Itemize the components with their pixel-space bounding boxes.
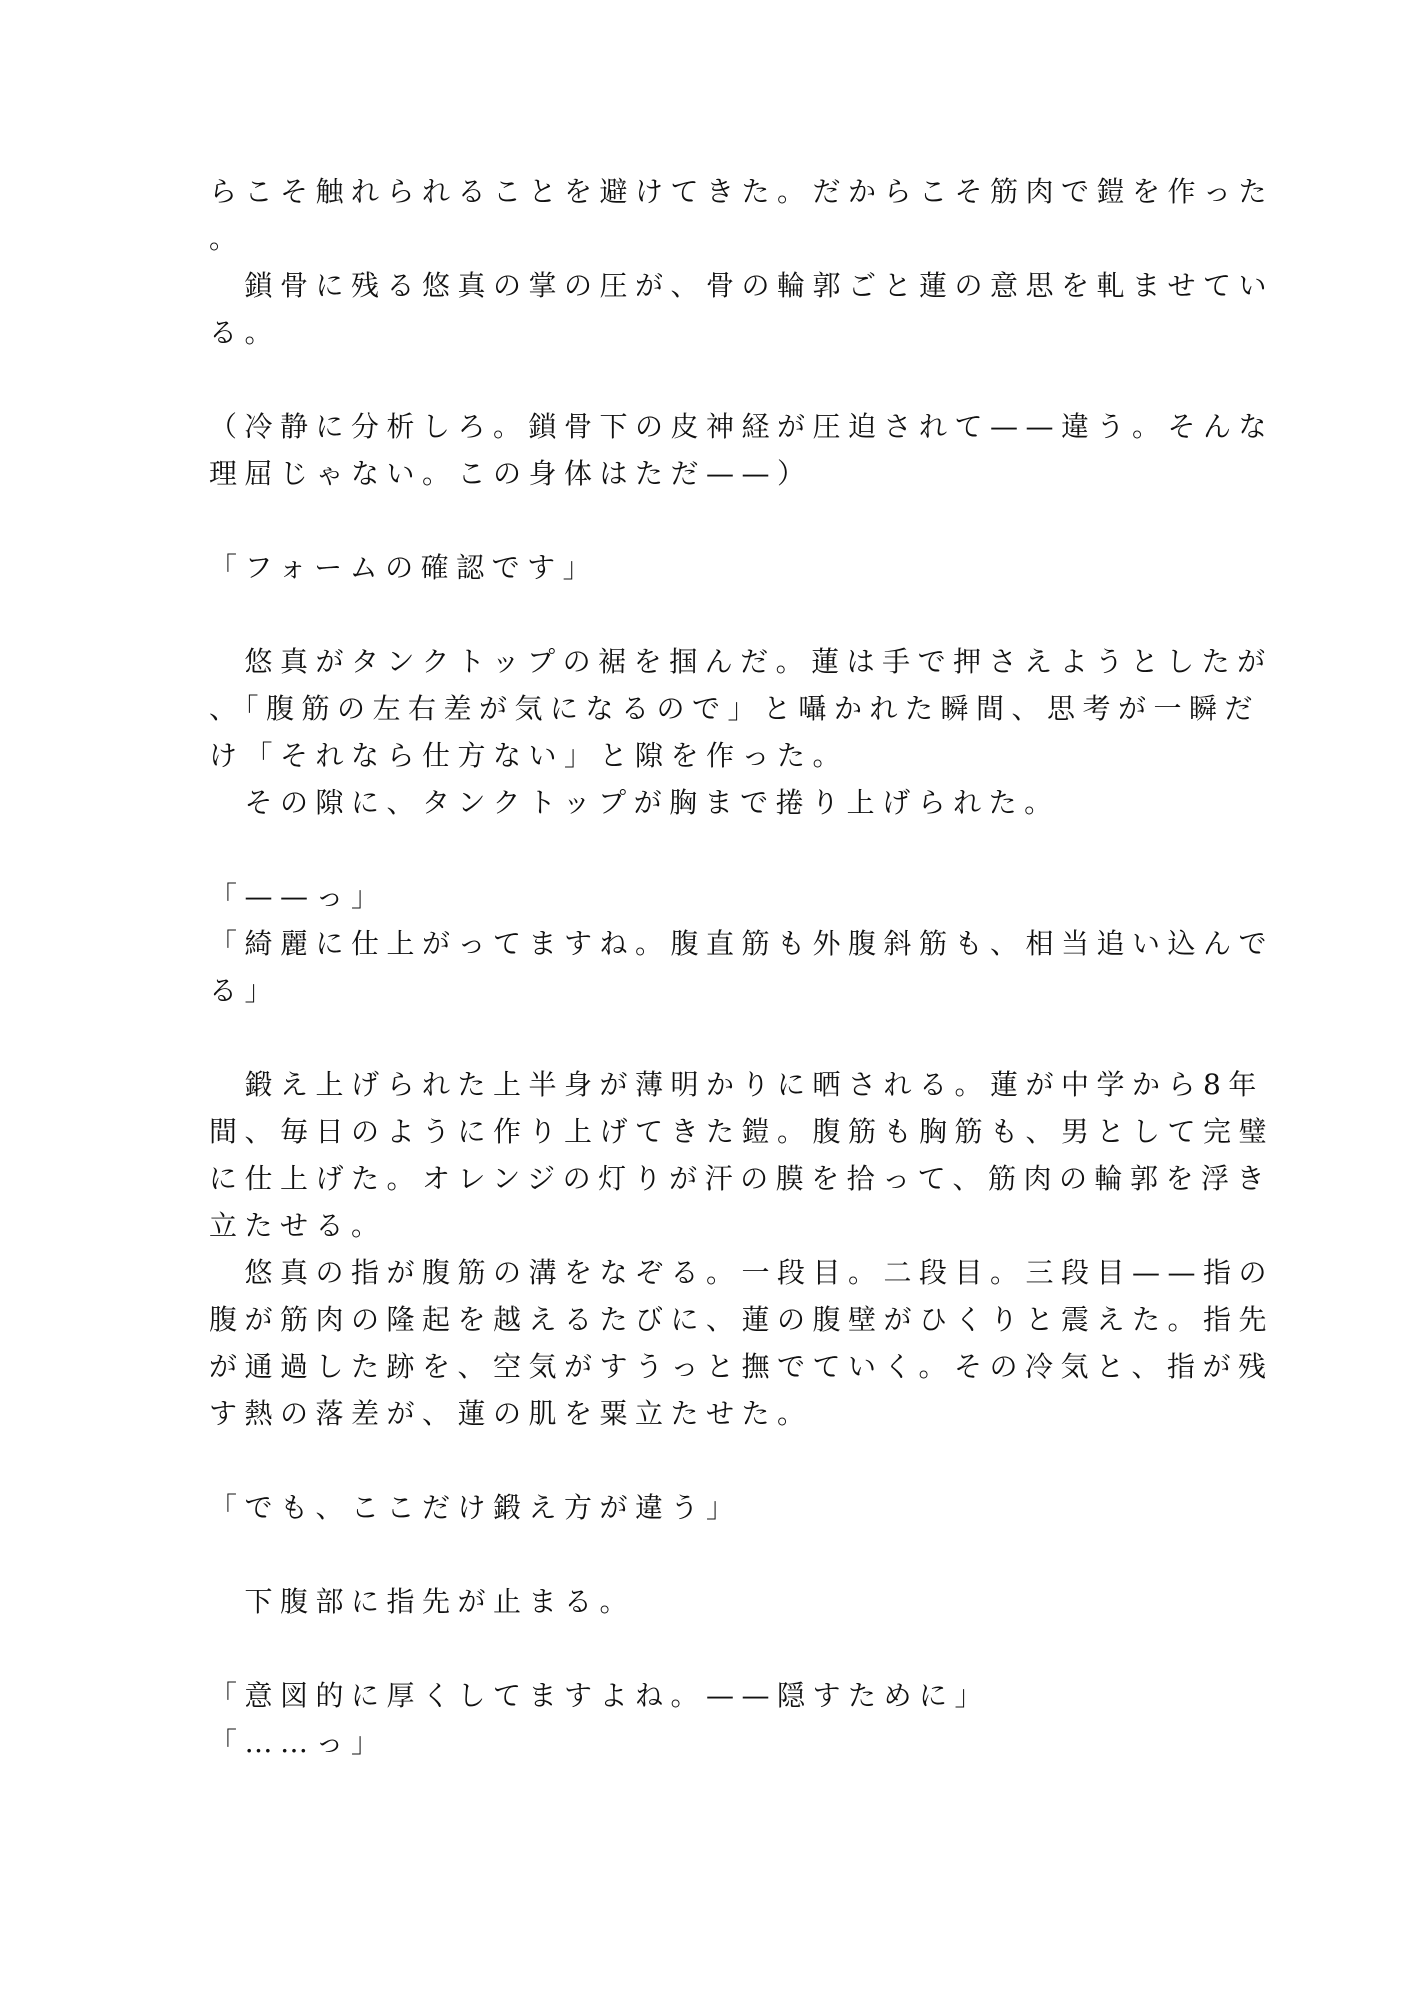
blank-line: [209, 1625, 1209, 1672]
text-line: 「意図的に厚くしてますよね。——隠すために」: [209, 1679, 991, 1712]
body-text: [209, 168, 1275, 1766]
text-line: 理屈じゃない。この身体はただ——）: [209, 457, 813, 490]
text-line: る。: [209, 316, 281, 349]
text-line: 「綺麗に仕上がってますね。腹直筋も外腹斜筋も、相当追い込んで: [209, 927, 1275, 960]
text-line: 。: [209, 222, 245, 255]
text-line: に仕上げた。オレンジの灯りが汗の膜を拾って、筋肉の輪郭を浮き: [209, 1162, 1273, 1195]
text-line: らこそ触れられることを避けてきた。だからこそ筋肉で鎧を作った: [209, 175, 1275, 208]
text-line: す熱の落差が、蓮の肌を粟立たせた。: [209, 1397, 813, 1430]
text-line: 鎖骨に残る悠真の掌の圧が、骨の輪郭ごと蓮の意思を軋ませてい: [209, 269, 1275, 302]
text-line: け「それなら仕方ない」と隙を作った。: [209, 739, 849, 772]
text-line: 腹が筋肉の隆起を越えるたびに、蓮の腹壁がひくりと震えた。指先: [209, 1303, 1275, 1336]
blank-line: [209, 1437, 1209, 1484]
blank-line: [209, 591, 1209, 638]
text-line: 悠真がタンクトップの裾を掴んだ。蓮は手で押さえようとしたが: [209, 645, 1273, 678]
text-line: 間、毎日のように作り上げてきた鎧。腹筋も胸筋も、男として完璧: [209, 1115, 1275, 1148]
blank-line: [209, 356, 1209, 403]
text-line: 立たせる。: [209, 1209, 387, 1242]
text-line: 「——っ」: [209, 880, 387, 913]
text-line: 、「腹筋の左右差が気になるので」と囁かれた瞬間、思考が一瞬だ: [209, 692, 1261, 725]
blank-line: [209, 1014, 1209, 1061]
text-line: 下腹部に指先が止まる。: [209, 1585, 636, 1618]
blank-line: [209, 1531, 1209, 1578]
text-line: 「フォームの確認です」: [209, 551, 599, 584]
text-line: 悠真の指が腹筋の溝をなぞる。一段目。二段目。三段目——指の: [209, 1256, 1275, 1289]
blank-line: [209, 826, 1209, 873]
text-line: る」: [209, 974, 281, 1007]
text-line: 「……っ」: [209, 1726, 387, 1759]
text-line: その隙に、タンクトップが胸まで捲り上げられた。: [209, 786, 1060, 819]
text-line: が通過した跡を、空気がすうっと撫でていく。その冷気と、指が残: [209, 1350, 1274, 1383]
text-line: 「でも、ここだけ鍛え方が違う」: [209, 1491, 742, 1524]
text-line: 鍛え上げられた上半身が薄明かりに晒される。蓮が中学から8年: [209, 1068, 1264, 1101]
text-line: （冷静に分析しろ。鎖骨下の皮神経が圧迫されて——違う。そんな: [209, 410, 1275, 443]
blank-line: [209, 497, 1209, 544]
